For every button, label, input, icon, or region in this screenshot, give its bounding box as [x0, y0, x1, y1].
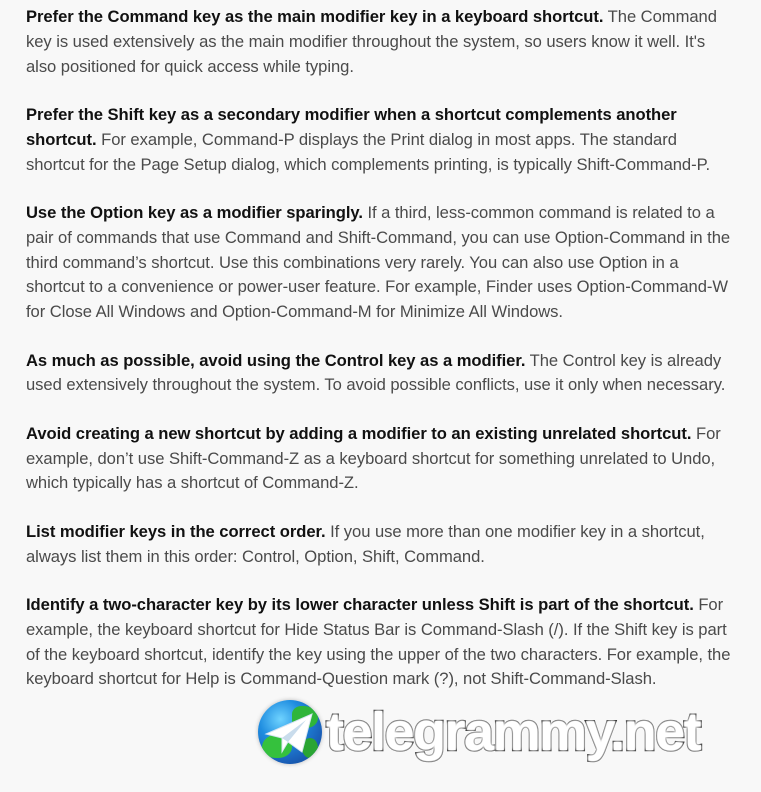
guideline-heading: List modifier keys in the correct order. [26, 521, 326, 541]
guideline-heading: Avoid creating a new shortcut by adding a modifier to an existing unrelated shortcut. [26, 423, 692, 443]
guideline-paragraph-command-key [26, 5, 738, 79]
guideline-body: If a third, less-common command is related to a pair of commands that use Command and Shift-Command, you can use Option-Command in the third command’s shortcut. Use this combinations very rarely. You can also use Option in a shortcut to a convenience or power-user feature. For example, Finder uses Option-Command-W for Close All Windows and Option-Command-M for Minimize All Windows. [26, 202, 731, 322]
guideline-heading: Prefer the Shift key as a secondary modifier when a shortcut complements another shortcut. [26, 104, 677, 149]
guideline-body: For example, don’t use Shift-Command-Z as a keyboard shortcut for something unrelated to Undo, which typically has a shortcut of Command-Z. [26, 423, 721, 493]
guideline-paragraph-option-key [26, 201, 738, 325]
guideline-body: For example, the keyboard shortcut for Hide Status Bar is Command-Slash (/). If the Shift key is part of the keyboard shortcut, identify the key using the upper of the two characters. For example, the keyboard shortcut for Help is Command-Question mark (?), not Shift-Command-Slash. [26, 594, 731, 689]
guideline-paragraph-two-character-key [26, 593, 738, 692]
guideline-paragraph-shift-key [26, 103, 738, 177]
guideline-paragraph-modifier-order [26, 520, 738, 570]
telegram-globe-icon [258, 700, 322, 764]
guideline-heading: Identify a two-character key by its lower character unless Shift is part of the shortcut. [26, 594, 694, 614]
guideline-body: If you use more than one modifier key in a shortcut, always list them in this order: Control, Option, Shift, Command. [26, 521, 705, 566]
guideline-heading: Prefer the Command key as the main modifier key in a keyboard shortcut. [26, 7, 604, 26]
guideline-body: For example, Command-P displays the Print dialog in most apps. The standard shortcut for the Page Setup dialog, which complements printing, is typically Shift-Command-P. [26, 129, 711, 174]
guideline-heading: Use the Option key as a modifier sparingly. [26, 202, 363, 222]
guideline-body: The Control key is already used extensively throughout the system. To avoid possible conflicts, use it only when necessary. [26, 350, 726, 395]
guideline-paragraph-unrelated-shortcut [26, 422, 738, 496]
guideline-body: The Command key is used extensively as the main modifier throughout the system, so users know it well. It's also positioned for quick access while typing. [26, 7, 717, 76]
watermark-text: telegrammy.net [326, 702, 701, 762]
guideline-heading: As much as possible, avoid using the Control key as a modifier. [26, 350, 526, 370]
guidelines-content [26, 5, 738, 716]
watermark [258, 700, 750, 764]
guideline-paragraph-control-key [26, 349, 738, 399]
